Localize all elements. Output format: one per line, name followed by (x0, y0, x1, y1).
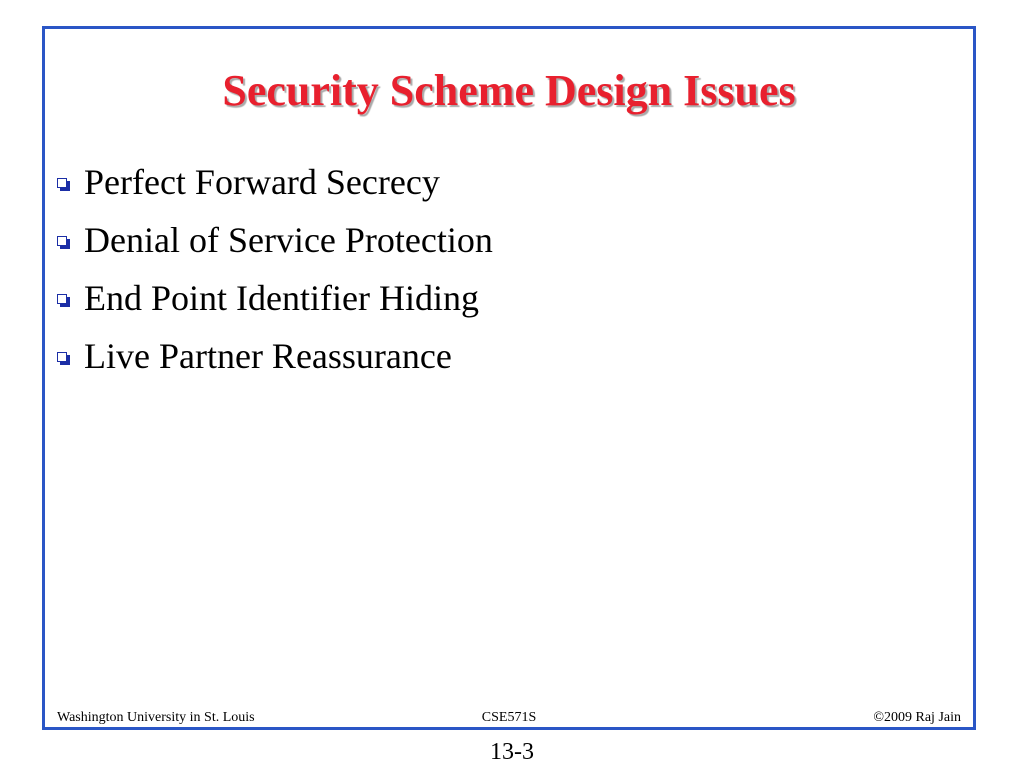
list-item (57, 153, 493, 211)
square-bullet-icon (57, 294, 70, 307)
slide-title: Security Scheme Design Issues (222, 66, 796, 115)
bullet-text: Perfect Forward Secrecy (84, 162, 440, 202)
bullet-list (57, 153, 493, 385)
bullet-text: Denial of Service Protection (84, 220, 493, 260)
footer-institution: Washington University in St. Louis (57, 710, 255, 725)
footer-course: CSE571S (481, 710, 537, 725)
square-bullet-icon (57, 236, 70, 249)
bullet-text: End Point Identifier Hiding (84, 278, 479, 318)
slide-frame (42, 26, 976, 730)
square-bullet-icon (57, 352, 70, 365)
page-number: 13-3 (490, 739, 534, 765)
square-bullet-icon (57, 178, 70, 191)
footer-copyright: ©2009 Raj Jain (873, 710, 961, 725)
list-item (57, 211, 493, 269)
slide-footer (45, 705, 973, 727)
list-item (57, 269, 493, 327)
bullet-text: Live Partner Reassurance (84, 336, 452, 376)
list-item (57, 327, 493, 385)
